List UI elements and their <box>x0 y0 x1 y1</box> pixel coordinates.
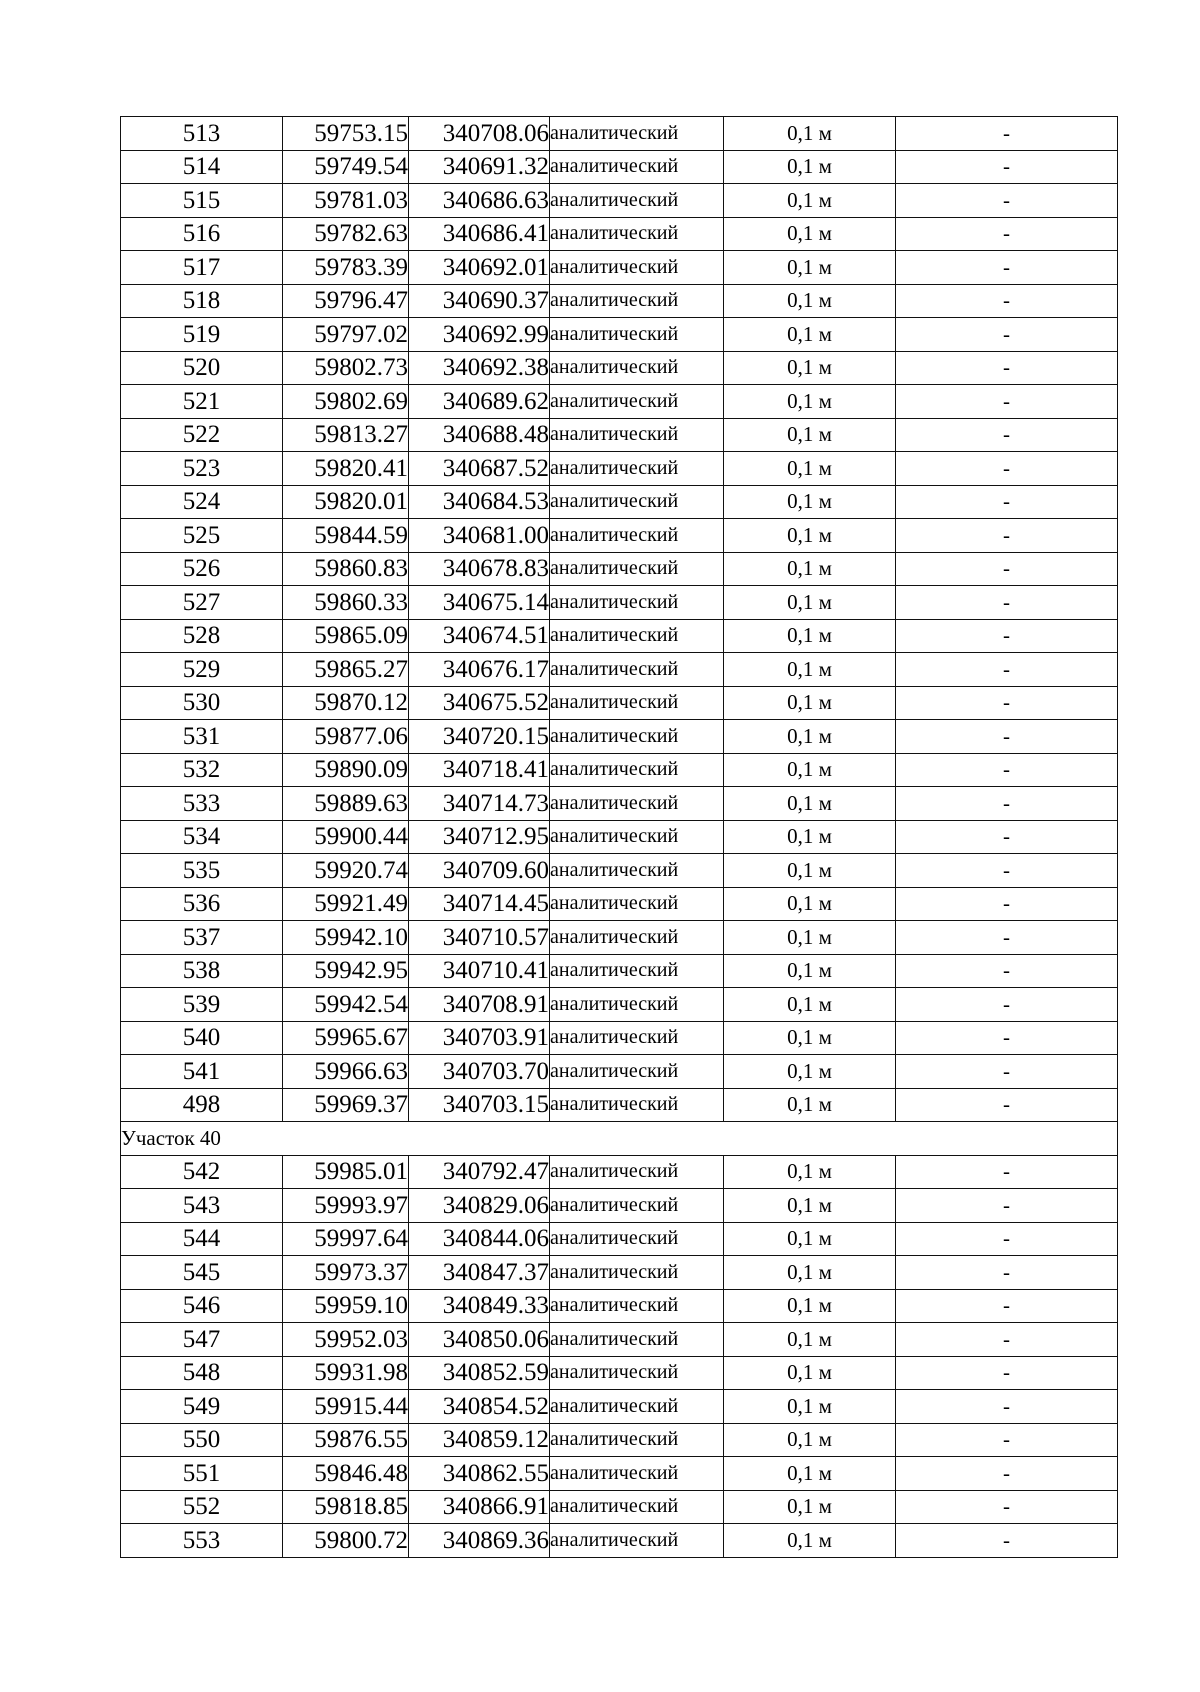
x-coordinate-cell: 59942.10 <box>283 921 409 955</box>
y-coordinate-cell: 340829.06 <box>409 1189 550 1223</box>
note-cell: - <box>896 251 1118 285</box>
accuracy-cell: 0,1 м <box>724 318 896 352</box>
table-row <box>121 1323 1118 1357</box>
y-coordinate-cell: 340681.00 <box>409 519 550 553</box>
note-cell: - <box>896 787 1118 821</box>
accuracy-cell: 0,1 м <box>724 887 896 921</box>
x-coordinate-cell: 59876.55 <box>283 1423 409 1457</box>
method-cell: аналитический <box>550 1323 724 1357</box>
note-cell: - <box>896 150 1118 184</box>
method-cell: аналитический <box>550 284 724 318</box>
method-cell: аналитический <box>550 351 724 385</box>
note-cell: - <box>896 753 1118 787</box>
note-cell: - <box>896 1289 1118 1323</box>
y-coordinate-cell: 340678.83 <box>409 552 550 586</box>
y-coordinate-cell: 340849.33 <box>409 1289 550 1323</box>
y-coordinate-cell: 340692.38 <box>409 351 550 385</box>
x-coordinate-cell: 59889.63 <box>283 787 409 821</box>
accuracy-cell: 0,1 м <box>724 1289 896 1323</box>
x-coordinate-cell: 59965.67 <box>283 1021 409 1055</box>
table-row <box>121 385 1118 419</box>
y-coordinate-cell: 340859.12 <box>409 1423 550 1457</box>
accuracy-cell: 0,1 м <box>724 988 896 1022</box>
y-coordinate-cell: 340862.55 <box>409 1457 550 1491</box>
accuracy-cell: 0,1 м <box>724 485 896 519</box>
table-row <box>121 1289 1118 1323</box>
accuracy-cell: 0,1 м <box>724 150 896 184</box>
x-coordinate-cell: 59796.47 <box>283 284 409 318</box>
y-coordinate-cell: 340792.47 <box>409 1155 550 1189</box>
x-coordinate-cell: 59942.95 <box>283 954 409 988</box>
note-cell: - <box>896 1222 1118 1256</box>
x-coordinate-cell: 59921.49 <box>283 887 409 921</box>
accuracy-cell: 0,1 м <box>724 1323 896 1357</box>
method-cell: аналитический <box>550 519 724 553</box>
accuracy-cell: 0,1 м <box>724 385 896 419</box>
table-row <box>121 586 1118 620</box>
accuracy-cell: 0,1 м <box>724 284 896 318</box>
point-number-cell: 516 <box>121 217 283 251</box>
x-coordinate-cell: 59997.64 <box>283 1222 409 1256</box>
method-cell: аналитический <box>550 686 724 720</box>
note-cell: - <box>896 1256 1118 1290</box>
point-number-cell: 514 <box>121 150 283 184</box>
accuracy-cell: 0,1 м <box>724 251 896 285</box>
table-row <box>121 1256 1118 1290</box>
accuracy-cell: 0,1 м <box>724 1356 896 1390</box>
accuracy-cell: 0,1 м <box>724 921 896 955</box>
x-coordinate-cell: 59818.85 <box>283 1490 409 1524</box>
table-row <box>121 653 1118 687</box>
method-cell: аналитический <box>550 1524 724 1558</box>
y-coordinate-cell: 340708.06 <box>409 117 550 151</box>
x-coordinate-cell: 59820.01 <box>283 485 409 519</box>
method-cell: аналитический <box>550 753 724 787</box>
note-cell: - <box>896 452 1118 486</box>
y-coordinate-cell: 340674.51 <box>409 619 550 653</box>
method-cell: аналитический <box>550 653 724 687</box>
point-number-cell: 545 <box>121 1256 283 1290</box>
point-number-cell: 522 <box>121 418 283 452</box>
point-number-cell: 528 <box>121 619 283 653</box>
x-coordinate-cell: 59931.98 <box>283 1356 409 1390</box>
note-cell: - <box>896 653 1118 687</box>
table-row <box>121 418 1118 452</box>
table-row <box>121 1189 1118 1223</box>
accuracy-cell: 0,1 м <box>724 1155 896 1189</box>
note-cell: - <box>896 485 1118 519</box>
accuracy-cell: 0,1 м <box>724 787 896 821</box>
point-number-cell: 527 <box>121 586 283 620</box>
x-coordinate-cell: 59966.63 <box>283 1055 409 1089</box>
note-cell: - <box>896 820 1118 854</box>
point-number-cell: 550 <box>121 1423 283 1457</box>
x-coordinate-cell: 59973.37 <box>283 1256 409 1290</box>
y-coordinate-cell: 340710.41 <box>409 954 550 988</box>
y-coordinate-cell: 340703.70 <box>409 1055 550 1089</box>
y-coordinate-cell: 340692.99 <box>409 318 550 352</box>
point-number-cell: 498 <box>121 1088 283 1122</box>
y-coordinate-cell: 340684.53 <box>409 485 550 519</box>
x-coordinate-cell: 59877.06 <box>283 720 409 754</box>
x-coordinate-cell: 59846.48 <box>283 1457 409 1491</box>
method-cell: аналитический <box>550 1222 724 1256</box>
point-number-cell: 533 <box>121 787 283 821</box>
note-cell: - <box>896 619 1118 653</box>
x-coordinate-cell: 59890.09 <box>283 753 409 787</box>
table-row <box>121 519 1118 553</box>
note-cell: - <box>896 318 1118 352</box>
note-cell: - <box>896 1524 1118 1558</box>
accuracy-cell: 0,1 м <box>724 1490 896 1524</box>
note-cell: - <box>896 686 1118 720</box>
y-coordinate-cell: 340710.57 <box>409 921 550 955</box>
note-cell: - <box>896 954 1118 988</box>
note-cell: - <box>896 854 1118 888</box>
x-coordinate-cell: 59920.74 <box>283 854 409 888</box>
point-number-cell: 542 <box>121 1155 283 1189</box>
point-number-cell: 519 <box>121 318 283 352</box>
method-cell: аналитический <box>550 1457 724 1491</box>
accuracy-cell: 0,1 м <box>724 586 896 620</box>
table-row <box>121 1055 1118 1089</box>
y-coordinate-cell: 340676.17 <box>409 653 550 687</box>
x-coordinate-cell: 59820.41 <box>283 452 409 486</box>
note-cell: - <box>896 1490 1118 1524</box>
point-number-cell: 524 <box>121 485 283 519</box>
y-coordinate-cell: 340866.91 <box>409 1490 550 1524</box>
point-number-cell: 536 <box>121 887 283 921</box>
point-number-cell: 547 <box>121 1323 283 1357</box>
y-coordinate-cell: 340712.95 <box>409 820 550 854</box>
method-cell: аналитический <box>550 1390 724 1424</box>
accuracy-cell: 0,1 м <box>724 720 896 754</box>
point-number-cell: 546 <box>121 1289 283 1323</box>
table-row <box>121 720 1118 754</box>
y-coordinate-cell: 340720.15 <box>409 720 550 754</box>
x-coordinate-cell: 59900.44 <box>283 820 409 854</box>
method-cell: аналитический <box>550 988 724 1022</box>
x-coordinate-cell: 59870.12 <box>283 686 409 720</box>
accuracy-cell: 0,1 м <box>724 753 896 787</box>
table-row <box>121 1088 1118 1122</box>
table-row <box>121 686 1118 720</box>
note-cell: - <box>896 351 1118 385</box>
x-coordinate-cell: 59802.69 <box>283 385 409 419</box>
table-row <box>121 251 1118 285</box>
point-number-cell: 529 <box>121 653 283 687</box>
method-cell: аналитический <box>550 1055 724 1089</box>
accuracy-cell: 0,1 м <box>724 619 896 653</box>
y-coordinate-cell: 340869.36 <box>409 1524 550 1558</box>
y-coordinate-cell: 340703.91 <box>409 1021 550 1055</box>
coordinates-table <box>120 116 1118 1558</box>
x-coordinate-cell: 59865.27 <box>283 653 409 687</box>
x-coordinate-cell: 59860.83 <box>283 552 409 586</box>
y-coordinate-cell: 340675.14 <box>409 586 550 620</box>
point-number-cell: 526 <box>121 552 283 586</box>
point-number-cell: 513 <box>121 117 283 151</box>
point-number-cell: 552 <box>121 1490 283 1524</box>
method-cell: аналитический <box>550 552 724 586</box>
accuracy-cell: 0,1 м <box>724 1256 896 1290</box>
y-coordinate-cell: 340850.06 <box>409 1323 550 1357</box>
y-coordinate-cell: 340686.41 <box>409 217 550 251</box>
point-number-cell: 525 <box>121 519 283 553</box>
y-coordinate-cell: 340691.32 <box>409 150 550 184</box>
accuracy-cell: 0,1 м <box>724 653 896 687</box>
method-cell: аналитический <box>550 619 724 653</box>
point-number-cell: 539 <box>121 988 283 1022</box>
method-cell: аналитический <box>550 921 724 955</box>
x-coordinate-cell: 59782.63 <box>283 217 409 251</box>
note-cell: - <box>896 1021 1118 1055</box>
method-cell: аналитический <box>550 1423 724 1457</box>
note-cell: - <box>896 586 1118 620</box>
accuracy-cell: 0,1 м <box>724 686 896 720</box>
point-number-cell: 532 <box>121 753 283 787</box>
y-coordinate-cell: 340689.62 <box>409 385 550 419</box>
x-coordinate-cell: 59749.54 <box>283 150 409 184</box>
note-cell: - <box>896 1055 1118 1089</box>
point-number-cell: 553 <box>121 1524 283 1558</box>
point-number-cell: 551 <box>121 1457 283 1491</box>
point-number-cell: 535 <box>121 854 283 888</box>
accuracy-cell: 0,1 м <box>724 1021 896 1055</box>
note-cell: - <box>896 1457 1118 1491</box>
y-coordinate-cell: 340692.01 <box>409 251 550 285</box>
table-row <box>121 284 1118 318</box>
y-coordinate-cell: 340854.52 <box>409 1390 550 1424</box>
y-coordinate-cell: 340703.15 <box>409 1088 550 1122</box>
note-cell: - <box>896 385 1118 419</box>
y-coordinate-cell: 340847.37 <box>409 1256 550 1290</box>
accuracy-cell: 0,1 м <box>724 1055 896 1089</box>
accuracy-cell: 0,1 м <box>724 854 896 888</box>
accuracy-cell: 0,1 м <box>724 184 896 218</box>
y-coordinate-cell: 340709.60 <box>409 854 550 888</box>
x-coordinate-cell: 59865.09 <box>283 619 409 653</box>
table-row <box>121 1390 1118 1424</box>
note-cell: - <box>896 1088 1118 1122</box>
table-row <box>121 318 1118 352</box>
note-cell: - <box>896 988 1118 1022</box>
point-number-cell: 518 <box>121 284 283 318</box>
point-number-cell: 517 <box>121 251 283 285</box>
x-coordinate-cell: 59959.10 <box>283 1289 409 1323</box>
note-cell: - <box>896 720 1118 754</box>
y-coordinate-cell: 340714.73 <box>409 787 550 821</box>
note-cell: - <box>896 418 1118 452</box>
y-coordinate-cell: 340687.52 <box>409 452 550 486</box>
accuracy-cell: 0,1 м <box>724 1423 896 1457</box>
table-row <box>121 184 1118 218</box>
method-cell: аналитический <box>550 418 724 452</box>
y-coordinate-cell: 340852.59 <box>409 1356 550 1390</box>
table-row <box>121 1490 1118 1524</box>
point-number-cell: 544 <box>121 1222 283 1256</box>
method-cell: аналитический <box>550 1289 724 1323</box>
table-row <box>121 753 1118 787</box>
x-coordinate-cell: 59952.03 <box>283 1323 409 1357</box>
table-row <box>121 854 1118 888</box>
method-cell: аналитический <box>550 787 724 821</box>
point-number-cell: 537 <box>121 921 283 955</box>
method-cell: аналитический <box>550 485 724 519</box>
note-cell: - <box>896 284 1118 318</box>
note-cell: - <box>896 1155 1118 1189</box>
point-number-cell: 541 <box>121 1055 283 1089</box>
note-cell: - <box>896 217 1118 251</box>
accuracy-cell: 0,1 м <box>724 820 896 854</box>
table-row <box>121 954 1118 988</box>
accuracy-cell: 0,1 м <box>724 1222 896 1256</box>
accuracy-cell: 0,1 м <box>724 1189 896 1223</box>
table-row <box>121 1524 1118 1558</box>
table-row <box>121 1155 1118 1189</box>
x-coordinate-cell: 59783.39 <box>283 251 409 285</box>
x-coordinate-cell: 59915.44 <box>283 1390 409 1424</box>
table-row <box>121 1457 1118 1491</box>
section-title: Участок 40 <box>121 1122 1118 1156</box>
table-row <box>121 787 1118 821</box>
method-cell: аналитический <box>550 887 724 921</box>
method-cell: аналитический <box>550 150 724 184</box>
point-number-cell: 543 <box>121 1189 283 1223</box>
x-coordinate-cell: 59813.27 <box>283 418 409 452</box>
y-coordinate-cell: 340688.48 <box>409 418 550 452</box>
x-coordinate-cell: 59781.03 <box>283 184 409 218</box>
coordinates-table-body <box>121 117 1118 1558</box>
table-row <box>121 887 1118 921</box>
method-cell: аналитический <box>550 1189 724 1223</box>
y-coordinate-cell: 340714.45 <box>409 887 550 921</box>
accuracy-cell: 0,1 м <box>724 217 896 251</box>
table-row <box>121 552 1118 586</box>
x-coordinate-cell: 59993.97 <box>283 1189 409 1223</box>
table-row <box>121 351 1118 385</box>
accuracy-cell: 0,1 м <box>724 1088 896 1122</box>
method-cell: аналитический <box>550 184 724 218</box>
accuracy-cell: 0,1 м <box>724 552 896 586</box>
method-cell: аналитический <box>550 1088 724 1122</box>
method-cell: аналитический <box>550 720 724 754</box>
accuracy-cell: 0,1 м <box>724 452 896 486</box>
x-coordinate-cell: 59860.33 <box>283 586 409 620</box>
method-cell: аналитический <box>550 452 724 486</box>
method-cell: аналитический <box>550 385 724 419</box>
accuracy-cell: 0,1 м <box>724 1524 896 1558</box>
method-cell: аналитический <box>550 1356 724 1390</box>
note-cell: - <box>896 1423 1118 1457</box>
table-row <box>121 619 1118 653</box>
y-coordinate-cell: 340675.52 <box>409 686 550 720</box>
note-cell: - <box>896 1189 1118 1223</box>
note-cell: - <box>896 1390 1118 1424</box>
point-number-cell: 515 <box>121 184 283 218</box>
y-coordinate-cell: 340690.37 <box>409 284 550 318</box>
method-cell: аналитический <box>550 318 724 352</box>
point-number-cell: 538 <box>121 954 283 988</box>
point-number-cell: 540 <box>121 1021 283 1055</box>
table-row <box>121 1356 1118 1390</box>
table-row <box>121 452 1118 486</box>
point-number-cell: 534 <box>121 820 283 854</box>
method-cell: аналитический <box>550 854 724 888</box>
x-coordinate-cell: 59800.72 <box>283 1524 409 1558</box>
method-cell: аналитический <box>550 217 724 251</box>
y-coordinate-cell: 340718.41 <box>409 753 550 787</box>
table-row <box>121 1423 1118 1457</box>
point-number-cell: 530 <box>121 686 283 720</box>
point-number-cell: 549 <box>121 1390 283 1424</box>
method-cell: аналитический <box>550 1256 724 1290</box>
method-cell: аналитический <box>550 820 724 854</box>
x-coordinate-cell: 59844.59 <box>283 519 409 553</box>
note-cell: - <box>896 117 1118 151</box>
accuracy-cell: 0,1 м <box>724 1390 896 1424</box>
table-row <box>121 820 1118 854</box>
point-number-cell: 521 <box>121 385 283 419</box>
y-coordinate-cell: 340844.06 <box>409 1222 550 1256</box>
x-coordinate-cell: 59802.73 <box>283 351 409 385</box>
table-row <box>121 150 1118 184</box>
note-cell: - <box>896 519 1118 553</box>
note-cell: - <box>896 184 1118 218</box>
accuracy-cell: 0,1 м <box>724 954 896 988</box>
point-number-cell: 523 <box>121 452 283 486</box>
x-coordinate-cell: 59942.54 <box>283 988 409 1022</box>
method-cell: аналитический <box>550 117 724 151</box>
method-cell: аналитический <box>550 586 724 620</box>
table-row <box>121 217 1118 251</box>
x-coordinate-cell: 59797.02 <box>283 318 409 352</box>
accuracy-cell: 0,1 м <box>724 1457 896 1491</box>
table-row <box>121 1021 1118 1055</box>
x-coordinate-cell: 59753.15 <box>283 117 409 151</box>
note-cell: - <box>896 887 1118 921</box>
table-row <box>121 921 1118 955</box>
method-cell: аналитический <box>550 251 724 285</box>
accuracy-cell: 0,1 м <box>724 117 896 151</box>
y-coordinate-cell: 340686.63 <box>409 184 550 218</box>
note-cell: - <box>896 1323 1118 1357</box>
table-row <box>121 1222 1118 1256</box>
table-row <box>121 485 1118 519</box>
note-cell: - <box>896 1356 1118 1390</box>
method-cell: аналитический <box>550 1021 724 1055</box>
note-cell: - <box>896 921 1118 955</box>
accuracy-cell: 0,1 м <box>724 519 896 553</box>
accuracy-cell: 0,1 м <box>724 351 896 385</box>
accuracy-cell: 0,1 м <box>724 418 896 452</box>
y-coordinate-cell: 340708.91 <box>409 988 550 1022</box>
method-cell: аналитический <box>550 1490 724 1524</box>
x-coordinate-cell: 59969.37 <box>283 1088 409 1122</box>
point-number-cell: 531 <box>121 720 283 754</box>
method-cell: аналитический <box>550 1155 724 1189</box>
section-row <box>121 1122 1118 1156</box>
table-row <box>121 117 1118 151</box>
x-coordinate-cell: 59985.01 <box>283 1155 409 1189</box>
point-number-cell: 548 <box>121 1356 283 1390</box>
note-cell: - <box>896 552 1118 586</box>
method-cell: аналитический <box>550 954 724 988</box>
table-row <box>121 988 1118 1022</box>
point-number-cell: 520 <box>121 351 283 385</box>
